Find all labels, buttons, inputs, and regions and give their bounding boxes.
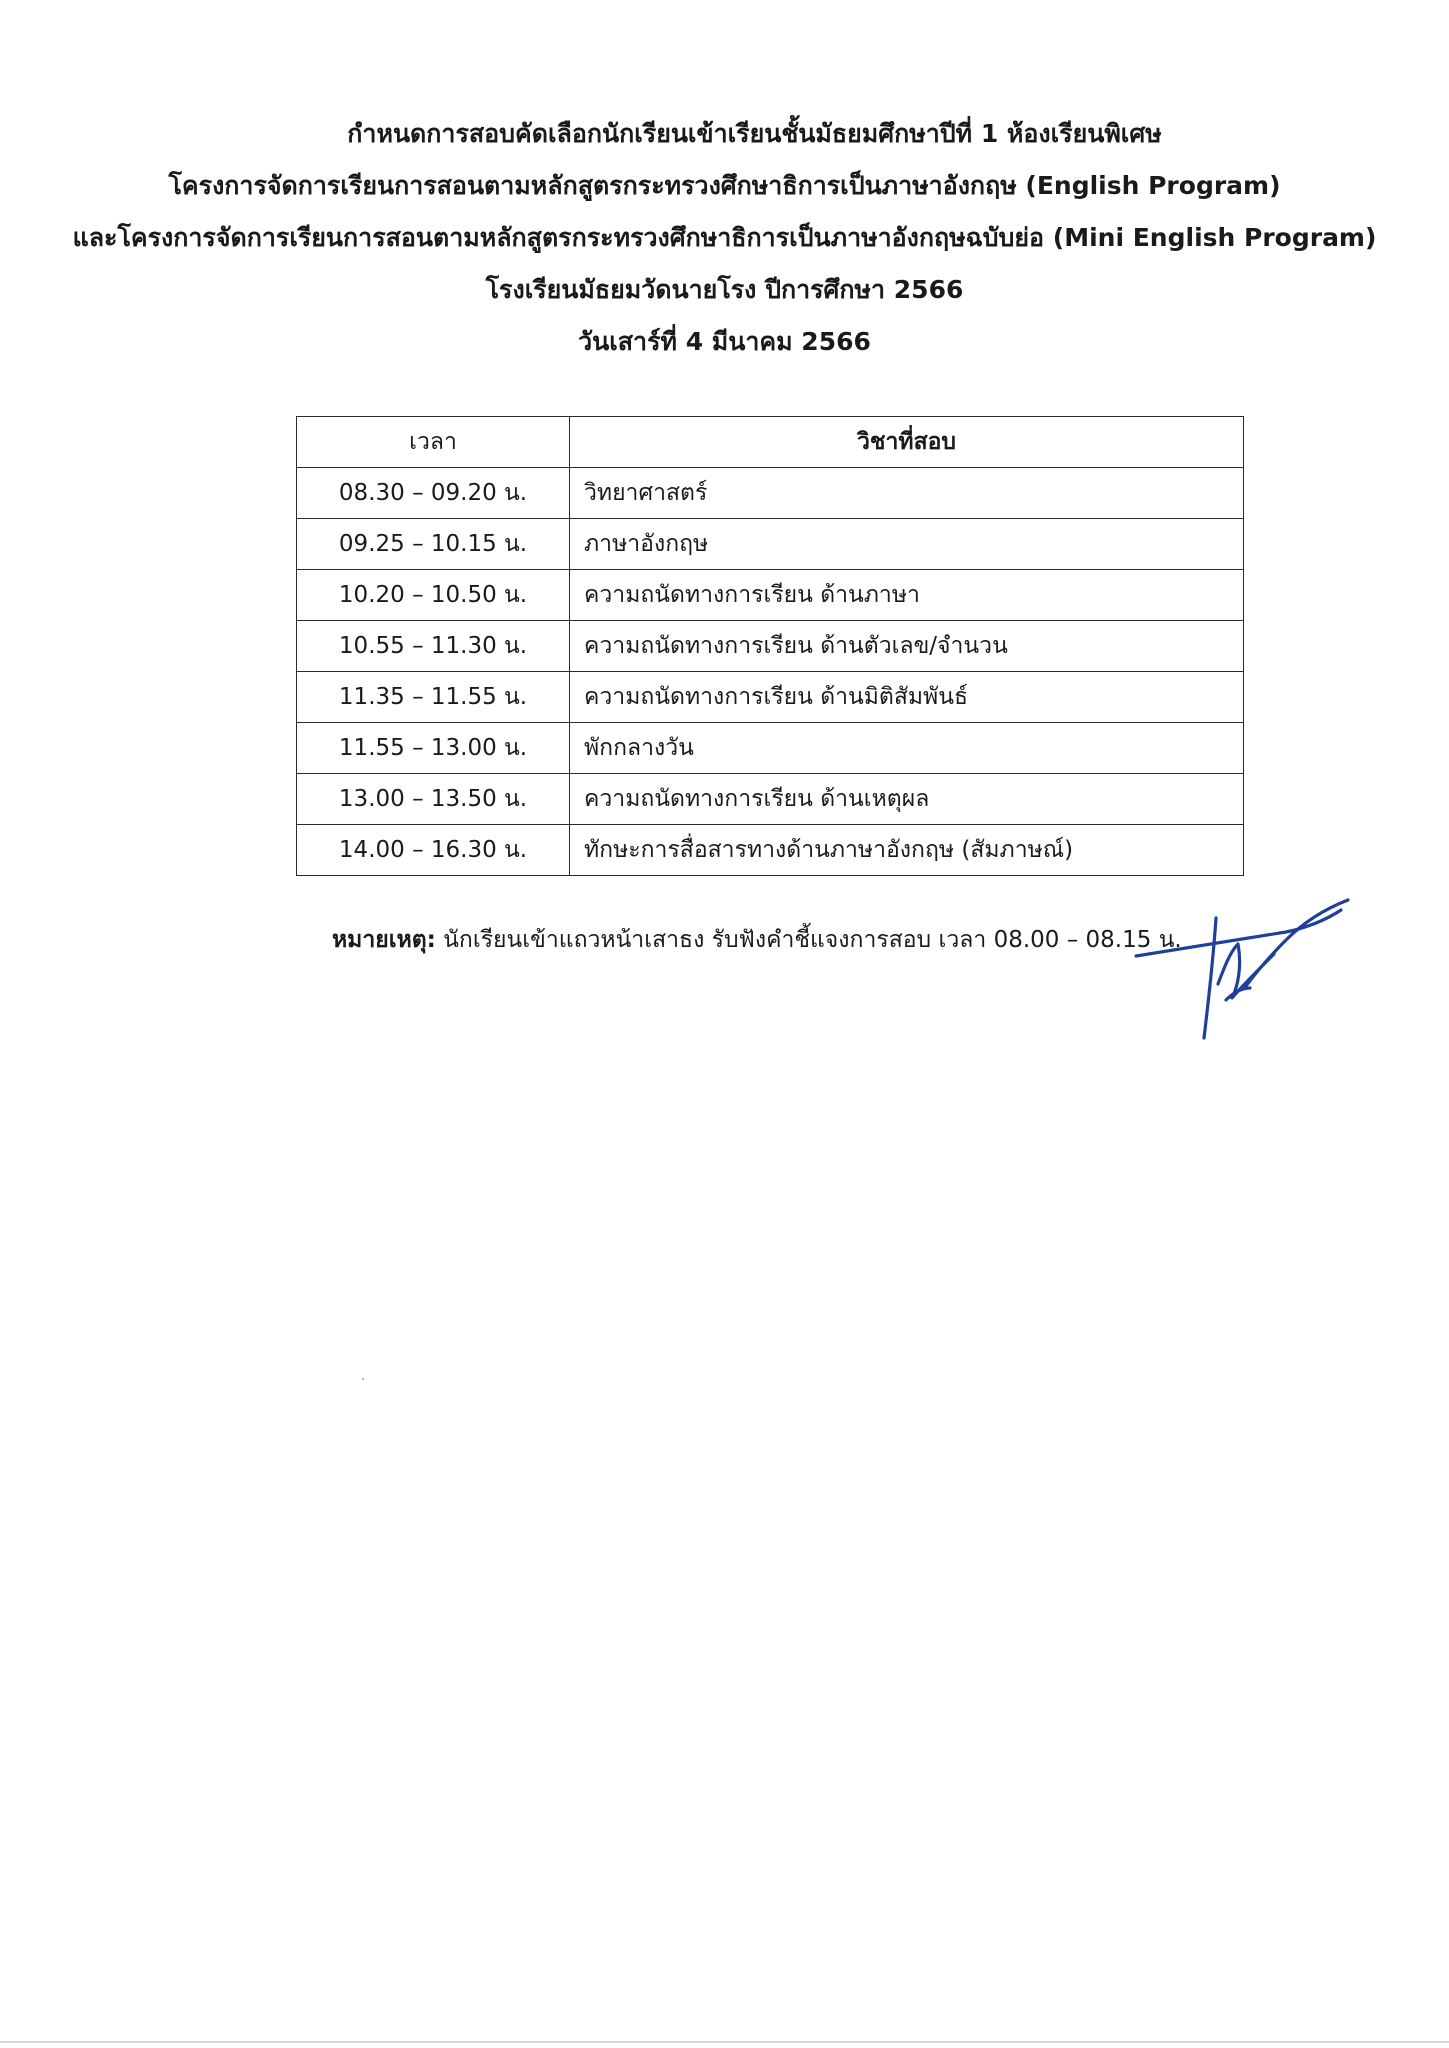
signature-stroke — [1226, 988, 1250, 1000]
table-row — [297, 723, 1244, 774]
subject-cell: ทักษะการสื่อสารทางด้านภาษาอังกฤษ (สัมภาษณ์) — [570, 825, 1244, 876]
header-title-line-1: กำหนดการสอบคัดเลือกนักเรียนเข้าเรียนชั้นมัธยมศึกษาปีที่ 1 ห้องเรียนพิเศษ — [347, 119, 1162, 148]
table-header-row — [297, 417, 1244, 468]
time-cell: 09.25 – 10.15 น. — [297, 519, 570, 570]
time-cell: 13.00 – 13.50 น. — [297, 774, 570, 825]
time-cell: 11.35 – 11.55 น. — [297, 672, 570, 723]
time-cell: 14.00 – 16.30 น. — [297, 825, 570, 876]
subject-cell: พักกลางวัน — [570, 723, 1244, 774]
subject-cell: ความถนัดทางการเรียน ด้านเหตุผล — [570, 774, 1244, 825]
time-cell: 08.30 – 09.20 น. — [297, 468, 570, 519]
subject-cell: ความถนัดทางการเรียน ด้านตัวเลข/จำนวน — [570, 621, 1244, 672]
table-row — [297, 621, 1244, 672]
table-row — [297, 774, 1244, 825]
handwritten-signature — [1126, 888, 1356, 1048]
table-row — [297, 519, 1244, 570]
remark-text: นักเรียนเข้าแถวหน้าเสาธง รับฟังคำชี้แจงการสอบ เวลา 08.00 – 08.15 น. — [435, 927, 1182, 953]
column-header-subject: วิชาที่สอบ — [570, 417, 1244, 468]
time-cell: 11.55 – 13.00 น. — [297, 723, 570, 774]
subject-cell: ภาษาอังกฤษ — [570, 519, 1244, 570]
time-cell: 10.55 – 11.30 น. — [297, 621, 570, 672]
header-title-line-3: และโครงการจัดการเรียนการสอนตามหลักสูตรกระทรวงศึกษาธิการเป็นภาษาอังกฤษฉบับย่อ (Mini English Program) — [72, 223, 1377, 252]
remark-label: หมายเหตุ: — [332, 927, 436, 953]
remark-note — [332, 922, 1182, 958]
document-header — [0, 108, 1449, 368]
time-cell: 10.20 – 10.50 น. — [297, 570, 570, 621]
subject-cell: วิทยาศาสตร์ — [570, 468, 1244, 519]
scan-speck — [362, 1378, 364, 1380]
header-title-line-2: โครงการจัดการเรียนการสอนตามหลักสูตรกระทรวงศึกษาธิการเป็นภาษาอังกฤษ (English Program) — [168, 171, 1281, 200]
header-school-year-line: โรงเรียนมัธยมวัดนายโรง ปีการศึกษา 2566 — [485, 275, 964, 304]
table-row — [297, 570, 1244, 621]
subject-cell: ความถนัดทางการเรียน ด้านภาษา — [570, 570, 1244, 621]
subject-cell: ความถนัดทางการเรียน ด้านมิติสัมพันธ์ — [570, 672, 1244, 723]
table-row — [297, 825, 1244, 876]
signature-stroke — [1246, 900, 1348, 986]
table-row — [297, 672, 1244, 723]
table-row — [297, 468, 1244, 519]
exam-schedule-table — [296, 416, 1244, 876]
scan-edge-line — [0, 2041, 1449, 2043]
header-date-line: วันเสาร์ที่ 4 มีนาคม 2566 — [578, 327, 871, 356]
signature-stroke — [1204, 918, 1216, 1038]
column-header-time: เวลา — [297, 417, 570, 468]
